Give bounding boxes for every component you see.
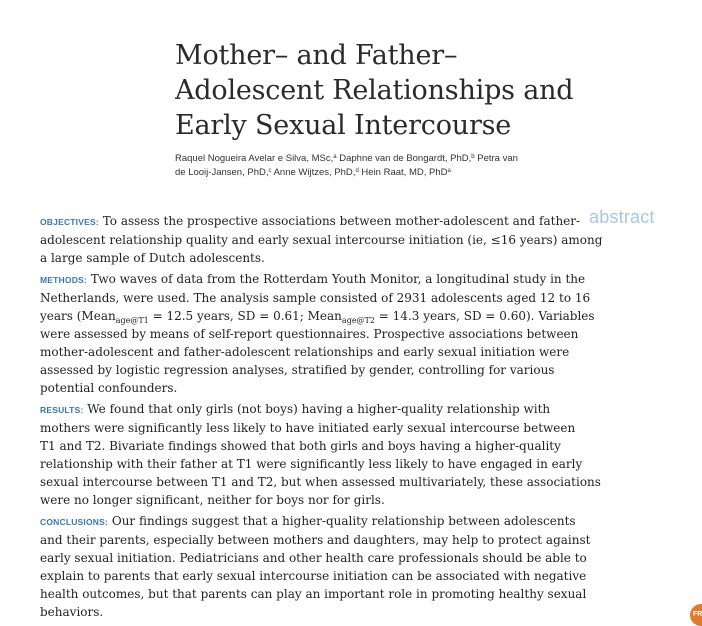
author-2: Daphne van de Bongardt, PhD,	[336, 153, 472, 164]
objectives-section	[40, 212, 603, 267]
title-line-2: Adolescent Relationships and	[175, 75, 574, 106]
conclusions-line-6: behaviors.	[40, 605, 104, 619]
author-4-affiliation: d	[355, 168, 359, 174]
methods-line-2: Netherlands, were used. The analysis sample consisted of 2931 adolescents aged 12 to 16	[40, 291, 591, 305]
results-label: RESULTS:	[40, 405, 84, 415]
objectives-text-1: To assess the prospective associations between mother-adolescent and father-	[98, 214, 581, 228]
results-text-1: We found that only girls (not boys) having a higher-quality relationship with	[83, 402, 551, 416]
author-1: Raquel Nogueira Avelar e Silva, MSc,	[175, 153, 334, 164]
author-5: Hein Raat, MD, PhD	[358, 167, 448, 178]
conclusions-text-1: Our findings suggest that a higher-quality relationship between adolescents	[108, 514, 576, 528]
results-line-6: were no longer significant, neither for boys nor for girls.	[40, 493, 385, 507]
methods-line-1	[40, 270, 586, 289]
methods-label: METHODS:	[40, 275, 87, 285]
results-line-3: T1 and T2. Bivariate findings showed that both girls and boys having a higher-quality	[40, 439, 561, 453]
methods-line-6: assessed by logistic regression analyses, stratified by gender, controlling for various	[40, 363, 555, 377]
objectives-line-2: adolescent relationship quality and early sexual intercourse initiation (ie, ≤16 years) among	[40, 233, 603, 247]
methods-line-5: mother-adolescent and father-adolescent relationships and early sexual initiation were	[40, 345, 570, 359]
results-section	[40, 400, 601, 509]
author-line-2	[175, 166, 595, 180]
results-line-5: sexual intercourse between T1 and T2, but when assessed multivariately, these associations	[40, 475, 601, 489]
methods-line-4: were assessed by means of self-report questionnaires. Prospective associations between	[40, 327, 579, 341]
conclusions-line-5: health outcomes, but that parents can play an important role in promoting healthy sexual	[40, 587, 587, 601]
author-5-affiliation: a	[447, 168, 451, 174]
mean-age-t2-subscript: age@T2	[341, 316, 375, 325]
conclusions-line-1	[40, 512, 580, 531]
results-line-1	[40, 400, 580, 419]
results-line-2: mothers were significantly less likely to have initiated early sexual intercourse between	[40, 421, 576, 435]
methods-text-3a: years (Mean	[40, 309, 116, 323]
conclusions-line-3: early sexual initiation. Pediatricians and other health care professionals should be able to	[40, 551, 587, 565]
free-access-badge: FR	[690, 604, 702, 626]
results-line-4: relationship with their father at T1 were significantly less likely to have engaged in early	[40, 457, 583, 471]
methods-line-7: potential confounders.	[40, 381, 178, 395]
methods-text-3b: = 12.5 years, SD = 0.61; Mean	[148, 309, 342, 323]
author-3-part-2: de Looij-Jansen, PhD,	[175, 167, 269, 178]
author-2-affiliation: b	[471, 154, 475, 160]
methods-text-1: Two waves of data from the Rotterdam Youth Monitor, a longitudinal study in the	[86, 272, 586, 286]
author-list	[175, 152, 595, 180]
abstract-body	[40, 212, 603, 624]
objectives-line-1	[40, 212, 580, 231]
abstract-tag: abstract	[589, 207, 655, 227]
objectives-label: OBJECTIVES:	[40, 217, 99, 227]
mean-age-t1-subscript: age@T1	[115, 316, 149, 325]
methods-text-3c: = 14.3 years, SD = 0.60). Variables	[374, 309, 595, 323]
conclusions-line-2: and their parents, especially between mothers and daughters, may help to protect against	[40, 533, 591, 547]
article-title	[175, 38, 675, 143]
methods-line-3	[40, 307, 595, 325]
author-line-1	[175, 152, 595, 166]
title-line-3: Early Sexual Intercourse	[175, 110, 512, 141]
conclusions-line-4: explain to parents that early sexual intercourse initiation can be associated with negative	[40, 569, 587, 583]
conclusions-section	[40, 512, 591, 621]
author-3-affiliation: c	[268, 168, 272, 174]
author-4: Anne Wijtzes, PhD,	[271, 167, 356, 178]
objectives-line-3: a large sample of Dutch adolescents.	[40, 251, 265, 265]
author-3-part-1: Petra van	[474, 153, 518, 164]
conclusions-label: CONCLUSIONS:	[40, 517, 109, 527]
methods-section	[40, 270, 595, 397]
author-1-affiliation: a	[333, 154, 337, 160]
title-line-1: Mother– and Father–	[175, 40, 458, 71]
